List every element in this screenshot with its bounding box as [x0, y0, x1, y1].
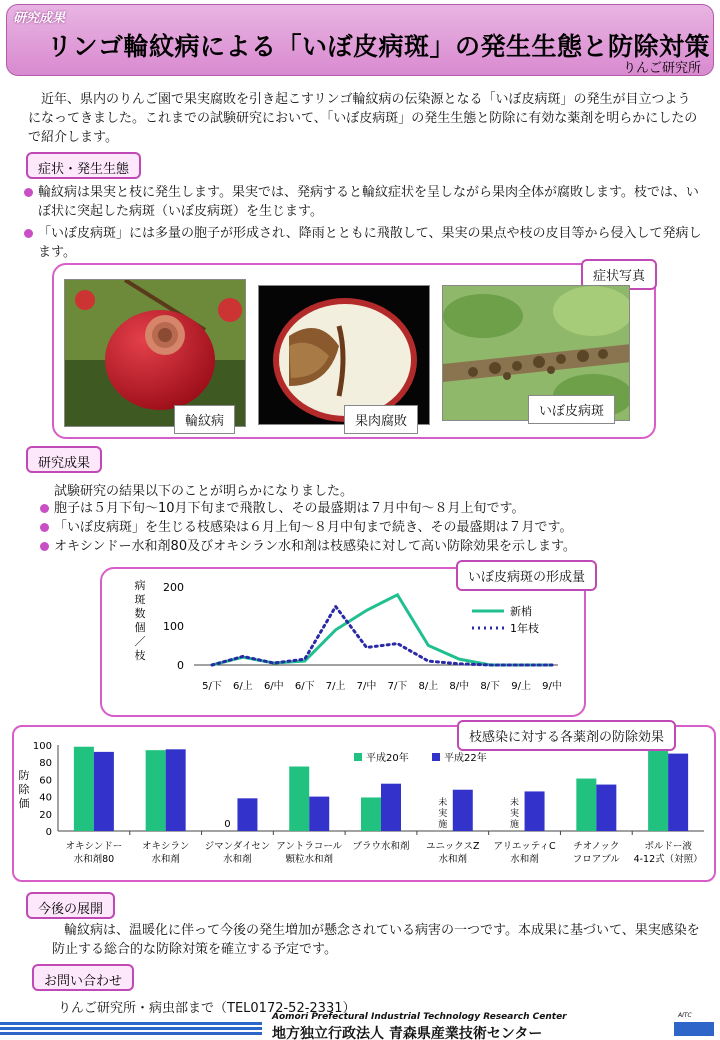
y-tick-label: 80 — [39, 758, 52, 770]
bar-2 — [381, 784, 401, 831]
section-label-results: 研究成果 — [26, 446, 102, 473]
aitc-logo-icon — [674, 1022, 714, 1036]
legend-label: 平成22年 — [444, 753, 487, 764]
bar-2 — [668, 754, 688, 831]
y-axis-label-char: 除 — [18, 783, 30, 796]
series-line-2 — [212, 607, 552, 666]
bar-annotation-char: 施 — [510, 820, 520, 830]
x-tick-label: 7/中 — [356, 681, 377, 692]
y-tick-label: 200 — [163, 581, 184, 594]
y-tick-label: 100 — [32, 741, 52, 752]
category-label: ジマンダイセン — [204, 841, 271, 852]
category-label: 4-12式（対照） — [633, 854, 703, 865]
bar-annotation-char: 未 — [438, 798, 448, 808]
result-text-1: 胞子は５月下旬〜10月下旬まで飛散し、その最盛期は７月中旬〜８月上旬です。 — [54, 501, 525, 516]
photo-panel-tag: 症状写真 — [581, 259, 657, 290]
photo-label-flesh-rot: 果肉腐敗 — [344, 405, 418, 434]
category-label: ブラウ水和剤 — [352, 841, 410, 852]
y-tick-label: 100 — [163, 620, 184, 633]
organization-name: りんご研究所 — [622, 61, 701, 76]
contact-info: りんご研究所・病虫部まで（TEL0172-52-2331） — [58, 1001, 356, 1016]
category-label: オキシラン — [141, 841, 190, 852]
x-tick-label: 7/下 — [387, 681, 408, 692]
result-bullet — [40, 537, 710, 556]
symptom-text-2: 「いぼ皮病斑」には多量の胞子が形成され、降雨とともに飛散して、果実の果点や枝の皮目等から侵入して発病します。 — [38, 226, 702, 260]
bar-1 — [289, 767, 309, 832]
x-tick-label: 9/上 — [511, 681, 531, 692]
bullet-icon — [40, 523, 49, 532]
bar-1 — [648, 751, 668, 831]
category-label: 水和剤 — [223, 854, 252, 865]
bullet-icon — [40, 542, 49, 551]
x-tick-label: 6/下 — [294, 681, 315, 692]
bar-2 — [453, 790, 473, 831]
legend-label: 新梢 — [510, 605, 532, 618]
legend-swatch — [432, 753, 440, 761]
x-tick-label: 5/下 — [202, 681, 222, 692]
category-tag: 研究成果 — [13, 11, 66, 26]
category-label: 水和剤 — [438, 854, 468, 865]
chart1-title-tag: いぼ皮病斑の形成量 — [456, 560, 597, 591]
y-axis-label-char: 価 — [18, 797, 30, 810]
bar-2 — [309, 797, 329, 831]
bar-1 — [146, 750, 166, 831]
y-tick-label: 0 — [177, 659, 184, 672]
symptom-photo-panel — [52, 263, 656, 439]
bar-2 — [596, 785, 616, 831]
series-line-1 — [212, 595, 552, 665]
bar-2 — [237, 798, 257, 831]
result-bullet — [40, 518, 710, 537]
legend-label: 平成20年 — [366, 753, 409, 764]
y-axis-label-char: 数 — [134, 607, 146, 620]
category-label: アントラコール — [276, 841, 343, 852]
y-axis-label-char: 斑 — [134, 593, 146, 606]
bar-annotation-char: 施 — [438, 820, 448, 830]
bar-1 — [576, 779, 596, 831]
bar-1 — [361, 797, 381, 831]
bar-2 — [94, 752, 114, 831]
x-tick-label: 6/中 — [263, 681, 284, 692]
symptom-bullet — [24, 224, 704, 262]
footer-logo-text: AITC — [678, 1012, 692, 1019]
category-label: 顆粒水和剤 — [285, 854, 333, 865]
y-tick-label: 0 — [45, 827, 52, 838]
category-label: アリエッティC — [493, 841, 556, 852]
category-label: 水和剤 — [510, 854, 539, 865]
bar-annotation: 0 — [224, 819, 231, 830]
category-label: オキシンドー — [65, 841, 123, 852]
section-label-outlook: 今後の展開 — [26, 892, 115, 919]
y-axis-label-char: 病 — [134, 579, 146, 592]
outlook-paragraph: 輪紋病は、温暖化に伴って今後の発生増加が懸念されている病害の一つです。本成果に基づいて、果実感染を防止する総合的な防除対策を確立する予定です。 — [52, 923, 700, 957]
category-label: チオノック — [573, 841, 620, 852]
footer-english-name: Aomori Prefectural Industrial Technology Research Center — [272, 1012, 567, 1022]
y-tick-label: 40 — [39, 792, 52, 804]
y-axis-label-char: 防 — [18, 769, 30, 782]
category-label: ボルドー液 — [644, 841, 692, 852]
legend-label: 1年枝 — [510, 622, 539, 635]
intro-paragraph: 近年、県内のりんご園で果実腐敗を引き起こすリンゴ輪紋病の伝染源となる「いぼ皮病斑」の発生が目立つようになってきました。これまでの試験研究において、「いぼ皮病斑」の発生生態と防除に有効な薬剤を明らかにしたので紹介します。 — [28, 92, 698, 145]
page-title: リンゴ輪紋病による「いぼ皮病斑」の発生生態と防除対策 — [47, 32, 711, 61]
legend-swatch — [354, 753, 362, 761]
y-axis-label-char: ／ — [134, 635, 146, 648]
result-text-3: オキシンドー水和剤80及びオキシラン水和剤は枝感染に対して高い防除効果を示します。 — [54, 539, 576, 554]
y-tick-label: 20 — [39, 809, 52, 821]
bar-2 — [525, 791, 545, 831]
symptom-text-1: 輪紋病は果実と枝に発生します。果実では、発病すると輪紋症状を呈しながら果肉全体が腐敗します。枝では、いぼ状に突起した病斑（いぼ皮病斑）を生じます。 — [38, 185, 699, 219]
bullet-icon — [24, 229, 33, 238]
x-tick-label: 7/上 — [325, 681, 346, 692]
category-label: 水和剤 — [151, 854, 180, 865]
bar-2 — [166, 749, 186, 831]
y-axis-label-char: 個 — [134, 621, 146, 634]
chart2-title-tag: 枝感染に対する各薬剤の防除効果 — [457, 720, 676, 751]
page-header — [6, 4, 714, 76]
bar-annotation-char: 実 — [510, 809, 520, 819]
section-label-contact: お問い合わせ — [32, 964, 134, 991]
bullet-icon — [24, 188, 33, 197]
footer-japanese-name: 地方独立行政法人 青森県産業技術センター — [272, 1026, 543, 1040]
photo-flesh-rot — [258, 285, 430, 425]
bar-annotation-char: 未 — [510, 798, 520, 808]
x-tick-label: 8/中 — [449, 681, 470, 692]
result-bullet — [40, 499, 710, 518]
x-tick-label: 6/上 — [233, 681, 253, 692]
y-axis-label-char: 枝 — [134, 649, 146, 662]
bar-annotation-char: 実 — [438, 809, 448, 819]
footer — [0, 1012, 720, 1040]
category-label: フロアブル — [572, 854, 620, 865]
symptom-bullet — [24, 183, 704, 221]
x-tick-label: 8/下 — [480, 681, 501, 692]
section-label-symptoms: 症状・発生生態 — [26, 152, 141, 179]
category-label: ユニックスZ — [426, 841, 480, 852]
x-tick-label: 9/中 — [542, 681, 562, 692]
bar-1 — [74, 747, 94, 831]
photo-label-ring-rot: 輪紋病 — [174, 405, 235, 434]
result-text-2: 「いぼ皮病斑」を生じる枝感染は６月上旬〜８月中旬まで続き、その最盛期は７月です。 — [54, 520, 573, 535]
photo-label-wart-lesion: いぼ皮病斑 — [528, 395, 615, 424]
y-tick-label: 60 — [39, 775, 52, 787]
results-intro: 試験研究の結果以下のことが明らかになりました。 — [54, 484, 354, 499]
x-tick-label: 8/上 — [418, 681, 439, 692]
category-label: 水和剤80 — [73, 854, 115, 865]
bullet-icon — [40, 504, 49, 513]
